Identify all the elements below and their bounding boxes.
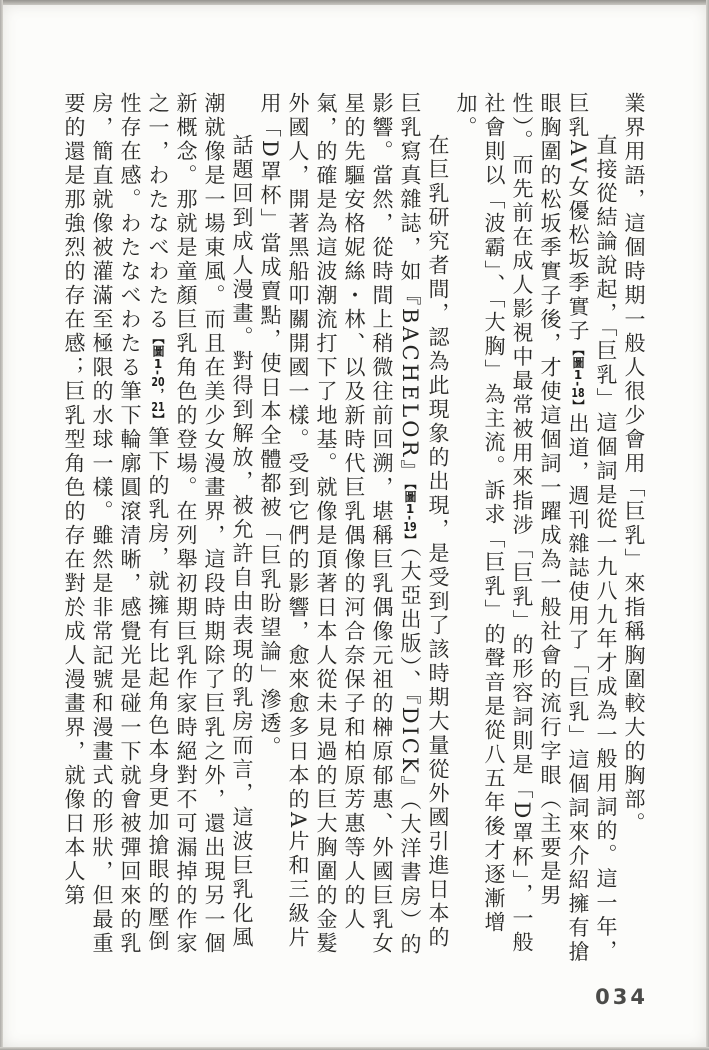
figure-number: 1 xyxy=(153,358,163,370)
text-run: 筆下的乳房，就擁有比起角色本身更加搶眼的壓倒性存在感。わたなべわたる筆下輪廓圓滾清晰，感覺光是碰一下就會被彈回來的乳房，簡直就像被灌滿至極限的水球一樣。雖然是非常記號和漫畫式的形狀，但最重要的還是那強烈的存在感；巨乳型角色的存在對於成人漫畫界，就像日本人第 xyxy=(62,92,170,956)
figure-number: 21 xyxy=(151,400,165,413)
figure-reference: 【圖1-20，21】 xyxy=(151,332,165,426)
figure-reference: 【圖1-18】 xyxy=(571,343,585,413)
body-text xyxy=(62,92,648,966)
paragraph xyxy=(620,92,648,966)
paragraph xyxy=(256,92,452,966)
paragraph xyxy=(60,92,256,966)
text-run: 業界用語，這個時期一般人很少會用「巨乳」來指稱胸圍較大的胸部。 xyxy=(622,92,646,836)
scan-edge-left xyxy=(0,0,3,1050)
page-number: 034 xyxy=(595,985,648,1009)
figure-number: 20 xyxy=(151,375,165,388)
figure-number: 18 xyxy=(571,387,585,400)
text-run: （大亞出版）、『DICK』（大洋書房）的影響。當然，從時間上稍微往前回溯，堪稱巨乳偶像元祖的榊原郁惠、外國巨乳女星的先驅安格妮絲・林、以及新時代巨乳偶像的河合奈保子和柏原芳惠等人的人氣，的確是為這波潮流打下了地基。就像是頂著日本人從未見過的巨大胸圍的金髮外國人，開著黑船叩關開國一樣。受到它們的影響，愈來愈多日本的A片和三級片用「D罩杯」當成賣點，使日本全體都被「巨乳盼望論」滲透。 xyxy=(258,92,422,958)
figure-number: 19 xyxy=(403,521,417,534)
book-page xyxy=(3,5,706,1047)
figure-number: 1 xyxy=(405,503,415,516)
text-run: 話題回到成人漫畫。對得到解放，被允許自由表現的乳房而言，這波巨乳化風潮就像是一場東風。而且在美少女漫畫界，這段時期除了巨乳之外，還出現另一個新概念。那就是童顏巨乳角色的登場。在列舉初期巨乳作家時絕對不可漏掉的作家之一，わたなべわたる xyxy=(146,92,254,956)
text-run: 出道，週刊雜誌使用了「巨乳」這個詞來介紹擁有搶眼胸圍的松坂季實子後，才使這個詞一躍成為一般社會的流行字眼（主要是男性）。而先前在成人影視中最常被用來指涉「巨乳」的形容詞則是「D罩杯」，一般社會則以「波霸」、「大胸」為主流。訴求「巨乳」的聲音是從八五年後才逐漸增加。 xyxy=(454,92,590,965)
scan-edge-top xyxy=(0,0,709,5)
figure-reference: 【圖1-19】 xyxy=(403,483,417,547)
paragraph xyxy=(452,92,620,966)
figure-number: 1 xyxy=(573,369,583,382)
text-run: 在巨乳研究者間，認為此現象的出現，是受到了該時期大量從外國引進日本的巨乳寫真雜誌，如『BACHELOR』 xyxy=(398,92,450,950)
text-run: 直接從結論說起，「巨乳」這個詞是從一九八九年才成為一般用詞的。這一年，巨乳AV女優松坂季實子 xyxy=(566,92,618,964)
